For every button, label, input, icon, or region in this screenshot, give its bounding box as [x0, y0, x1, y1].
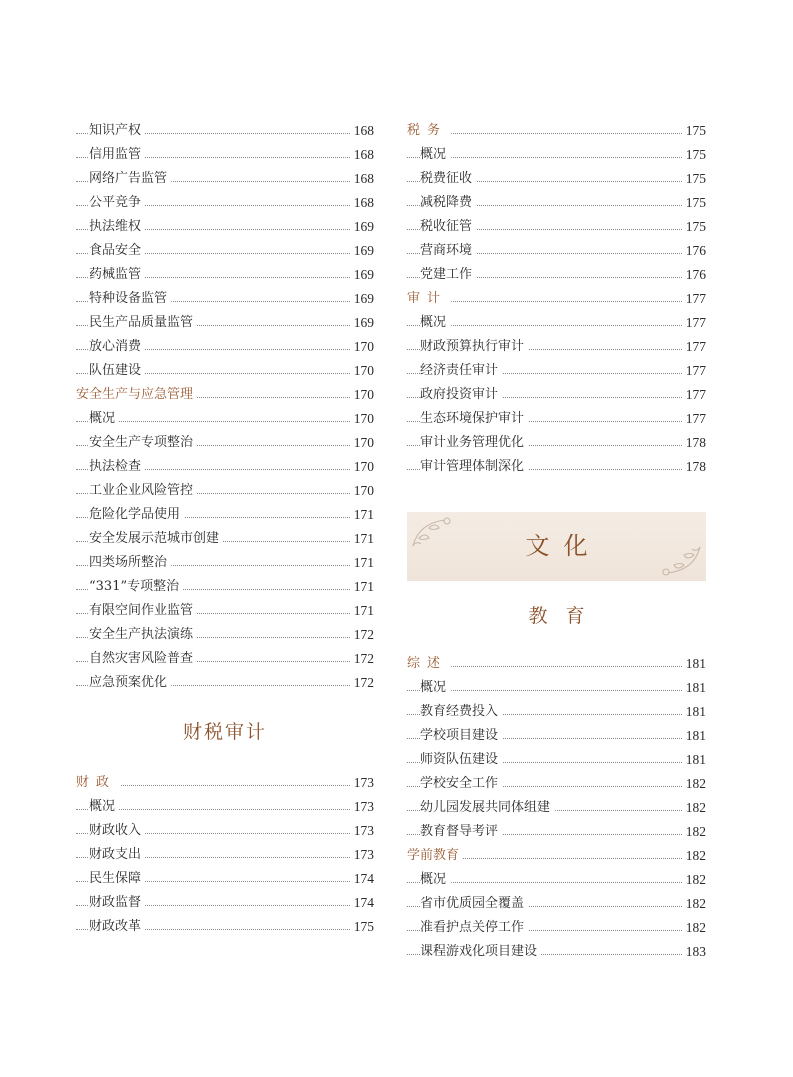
toc-page-number: 175	[682, 119, 706, 143]
toc-category-label: 财政	[76, 775, 120, 790]
toc-entry-label: 教育督导考评	[420, 824, 502, 839]
toc-entry-label: 课程游戏化项目建设	[420, 944, 541, 959]
toc-entry-label: 学校项目建设	[420, 728, 502, 743]
toc-entry-row[interactable]	[76, 239, 374, 263]
toc-entry-row[interactable]	[407, 215, 706, 239]
toc-page-number: 169	[350, 287, 374, 311]
toc-entry-row[interactable]	[407, 892, 706, 916]
toc-category-row[interactable]	[407, 844, 706, 868]
toc-entry-label: 执法检查	[89, 459, 145, 474]
toc-page-number: 170	[350, 479, 374, 503]
toc-entry-label: 审计业务管理优化	[420, 435, 528, 450]
toc-page-number: 168	[350, 119, 374, 143]
toc-entry-label: 减税降费	[420, 195, 476, 210]
toc-entry-row[interactable]	[76, 359, 374, 383]
toc-entry-row[interactable]	[407, 724, 706, 748]
toc-entry-label: 有限空间作业监管	[89, 603, 197, 618]
toc-entry-row[interactable]	[76, 335, 374, 359]
toc-page-number: 182	[682, 820, 706, 844]
toc-page-number: 175	[682, 143, 706, 167]
toc-page-number: 173	[350, 771, 374, 795]
toc-entry-row[interactable]	[407, 455, 706, 479]
toc-page-number: 177	[682, 383, 706, 407]
toc-entry-label: 食品安全	[89, 243, 145, 258]
toc-entry-label: 网络广告监管	[89, 171, 171, 186]
toc-entry-row[interactable]	[407, 407, 706, 431]
toc-entry-row[interactable]	[407, 772, 706, 796]
toc-page-number: 172	[350, 671, 374, 695]
toc-page-number: 171	[350, 599, 374, 623]
toc-entry-label: 概况	[89, 411, 119, 426]
toc-entry-row[interactable]	[407, 191, 706, 215]
toc-page-number: 177	[682, 407, 706, 431]
toc-group-audit	[407, 287, 706, 479]
toc-entry-label: 师资队伍建设	[420, 752, 502, 767]
toc-category-row[interactable]	[407, 287, 706, 311]
toc-entry-label: 概况	[420, 147, 450, 162]
toc-page-number: 171	[350, 527, 374, 551]
toc-page-number: 170	[350, 407, 374, 431]
toc-entry-row[interactable]	[76, 143, 374, 167]
toc-entry-label: 省市优质园全覆盖	[420, 896, 528, 911]
toc-entry-row[interactable]	[407, 748, 706, 772]
toc-entry-row[interactable]	[407, 676, 706, 700]
toc-entry-label: 营商环境	[420, 243, 476, 258]
toc-page-number: 174	[350, 867, 374, 891]
toc-page-number: 169	[350, 215, 374, 239]
toc-entry-row[interactable]	[76, 527, 374, 551]
toc-entry-row[interactable]	[76, 503, 374, 527]
toc-entry-label: 公平竞争	[89, 195, 145, 210]
toc-entry-label: 学校安全工作	[420, 776, 502, 791]
toc-entry-label: 队伍建设	[89, 363, 145, 378]
toc-entry-row[interactable]	[407, 359, 706, 383]
toc-page-number: 168	[350, 167, 374, 191]
toc-page-number: 176	[682, 263, 706, 287]
toc-left-column	[76, 119, 374, 939]
toc-group-preschool	[407, 844, 706, 964]
toc-category-row[interactable]	[407, 119, 706, 143]
section-title-finance-audit: 财税审计	[182, 721, 267, 743]
toc-page-number: 170	[350, 431, 374, 455]
chapter-title: 文化	[525, 532, 602, 560]
toc-entry-label: 概况	[420, 315, 450, 330]
toc-page-number: 173	[350, 819, 374, 843]
toc-entry-row[interactable]	[76, 311, 374, 335]
toc-entry-label: 安全生产执法演练	[89, 627, 197, 642]
toc-group-tax	[407, 119, 706, 287]
toc-entry-label: 财政监督	[89, 895, 145, 910]
toc-page-number: 175	[682, 191, 706, 215]
toc-entry-row[interactable]	[76, 287, 374, 311]
toc-entry-row[interactable]	[76, 891, 374, 915]
toc-entry-label: 安全发展示范城市创建	[89, 531, 223, 546]
toc-page-number: 177	[682, 335, 706, 359]
toc-entry-row[interactable]	[76, 599, 374, 623]
toc-entry-label: 准看护点关停工作	[420, 920, 528, 935]
toc-entry-label: “331”专项整治	[89, 579, 183, 594]
toc-entry-row[interactable]	[76, 479, 374, 503]
toc-category-label: 学前教育	[407, 848, 463, 863]
toc-entry-row[interactable]	[76, 455, 374, 479]
toc-entry-row[interactable]	[407, 311, 706, 335]
toc-entry-row[interactable]	[76, 671, 374, 695]
toc-page-number: 182	[682, 796, 706, 820]
toc-page-number: 173	[350, 795, 374, 819]
toc-entry-row[interactable]	[407, 383, 706, 407]
toc-group-finance	[76, 771, 374, 939]
toc-page-number: 177	[682, 311, 706, 335]
toc-entry-label: 药械监管	[89, 267, 145, 282]
toc-entry-row[interactable]	[407, 167, 706, 191]
toc-entry-row[interactable]	[76, 431, 374, 455]
toc-group-market	[76, 119, 374, 383]
toc-entry-label: 四类场所整治	[89, 555, 171, 570]
toc-entry-row[interactable]	[407, 796, 706, 820]
toc-page-number: 170	[350, 383, 374, 407]
toc-page-number: 173	[350, 843, 374, 867]
toc-entry-label: 教育经费投入	[420, 704, 502, 719]
toc-page-number: 171	[350, 575, 374, 599]
toc-entry-row[interactable]	[76, 647, 374, 671]
toc-page-number: 178	[682, 455, 706, 479]
toc-entry-label: 民生产品质量监管	[89, 315, 197, 330]
toc-page-number: 169	[350, 263, 374, 287]
toc-page-number: 171	[350, 551, 374, 575]
toc-group-overview	[407, 652, 706, 844]
toc-entry-row[interactable]	[76, 215, 374, 239]
toc-entry-row[interactable]	[76, 575, 374, 599]
toc-page-number: 182	[682, 844, 706, 868]
toc-page-number: 168	[350, 191, 374, 215]
toc-entry-label: 危险化学品使用	[89, 507, 184, 522]
toc-right-column	[407, 119, 706, 964]
toc-entry-label: 概况	[420, 872, 450, 887]
toc-page-number: 176	[682, 239, 706, 263]
toc-category-label: 综述	[407, 656, 451, 671]
toc-entry-label: 应急预案优化	[89, 675, 171, 690]
toc-category-label: 税务	[407, 123, 451, 138]
toc-page-number: 169	[350, 239, 374, 263]
toc-entry-row[interactable]	[407, 335, 706, 359]
toc-entry-row[interactable]	[76, 551, 374, 575]
toc-entry-row[interactable]	[407, 820, 706, 844]
toc-entry-row[interactable]	[76, 915, 374, 939]
toc-entry-row[interactable]	[76, 407, 374, 431]
toc-entry-label: 安全生产专项整治	[89, 435, 197, 450]
toc-entry-row[interactable]	[76, 623, 374, 647]
toc-page-number: 175	[682, 167, 706, 191]
toc-page-number: 182	[682, 916, 706, 940]
toc-entry-row[interactable]	[407, 431, 706, 455]
toc-entry-row[interactable]	[76, 843, 374, 867]
toc-entry-label: 幼儿园发展共同体组建	[420, 800, 554, 815]
toc-entry-label: 财政支出	[89, 847, 145, 862]
toc-entry-label: 工业企业风险管控	[89, 483, 197, 498]
toc-entry-label: 执法维权	[89, 219, 145, 234]
toc-page-number: 181	[682, 652, 706, 676]
toc-entry-label: 概况	[420, 680, 450, 695]
toc-page-number: 170	[350, 335, 374, 359]
toc-entry-label: 审计管理体制深化	[420, 459, 528, 474]
toc-entry-label: 经济责任审计	[420, 363, 502, 378]
toc-page-number: 170	[350, 359, 374, 383]
toc-page-number: 174	[350, 891, 374, 915]
toc-entry-label: 财政预算执行审计	[420, 339, 528, 354]
toc-entry-row[interactable]	[76, 167, 374, 191]
toc-entry-label: 党建工作	[420, 267, 476, 282]
toc-entry-row[interactable]	[76, 819, 374, 843]
toc-entry-row[interactable]	[407, 700, 706, 724]
toc-entry-label: 自然灾害风险普查	[89, 651, 197, 666]
section-title-education: 教育	[528, 605, 603, 627]
toc-entry-label: 政府投资审计	[420, 387, 502, 402]
toc-page-number: 177	[682, 359, 706, 383]
toc-page-number: 175	[682, 215, 706, 239]
toc-entry-row[interactable]	[407, 868, 706, 892]
toc-page-number: 182	[682, 772, 706, 796]
toc-entry-label: 财政改革	[89, 919, 145, 934]
toc-page-number: 177	[682, 287, 706, 311]
toc-page-number: 181	[682, 748, 706, 772]
toc-entry-row[interactable]	[407, 916, 706, 940]
toc-entry-label: 生态环境保护审计	[420, 411, 528, 426]
toc-entry-row[interactable]	[407, 239, 706, 263]
toc-group-safety	[76, 383, 374, 695]
toc-entry-label: 民生保障	[89, 871, 145, 886]
toc-entry-label: 信用监管	[89, 147, 145, 162]
toc-entry-label: 概况	[89, 799, 119, 814]
toc-entry-row[interactable]	[407, 143, 706, 167]
toc-category-row[interactable]	[76, 771, 374, 795]
toc-entry-label: 财政收入	[89, 823, 145, 838]
toc-page-number: 178	[682, 431, 706, 455]
toc-entry-row[interactable]	[76, 795, 374, 819]
toc-entry-label: 特种设备监管	[89, 291, 171, 306]
toc-category-row[interactable]	[407, 652, 706, 676]
toc-entry-row[interactable]	[76, 867, 374, 891]
toc-page-number: 171	[350, 503, 374, 527]
toc-category-label: 安全生产与应急管理	[76, 387, 197, 402]
toc-page-number: 183	[682, 940, 706, 964]
toc-entry-row[interactable]	[76, 119, 374, 143]
toc-page-number: 182	[682, 892, 706, 916]
toc-entry-row[interactable]	[76, 263, 374, 287]
toc-entry-label: 税费征收	[420, 171, 476, 186]
toc-entry-row[interactable]	[76, 191, 374, 215]
toc-entry-label: 知识产权	[89, 123, 145, 138]
toc-page-number: 172	[350, 647, 374, 671]
toc-page-number: 175	[350, 915, 374, 939]
toc-page-number: 181	[682, 676, 706, 700]
toc-page-number: 168	[350, 143, 374, 167]
toc-page-number: 170	[350, 455, 374, 479]
toc-page-number: 169	[350, 311, 374, 335]
chapter-banner-culture	[407, 512, 706, 581]
toc-entry-label: 税收征管	[420, 219, 476, 234]
toc-category-row[interactable]	[76, 383, 374, 407]
toc-page-number: 181	[682, 700, 706, 724]
toc-entry-row[interactable]	[407, 940, 706, 964]
toc-page-number: 182	[682, 868, 706, 892]
toc-entry-label: 放心消费	[89, 339, 145, 354]
toc-page-number: 181	[682, 724, 706, 748]
toc-category-label: 审计	[407, 291, 451, 306]
toc-entry-row[interactable]	[407, 263, 706, 287]
toc-page-number: 172	[350, 623, 374, 647]
